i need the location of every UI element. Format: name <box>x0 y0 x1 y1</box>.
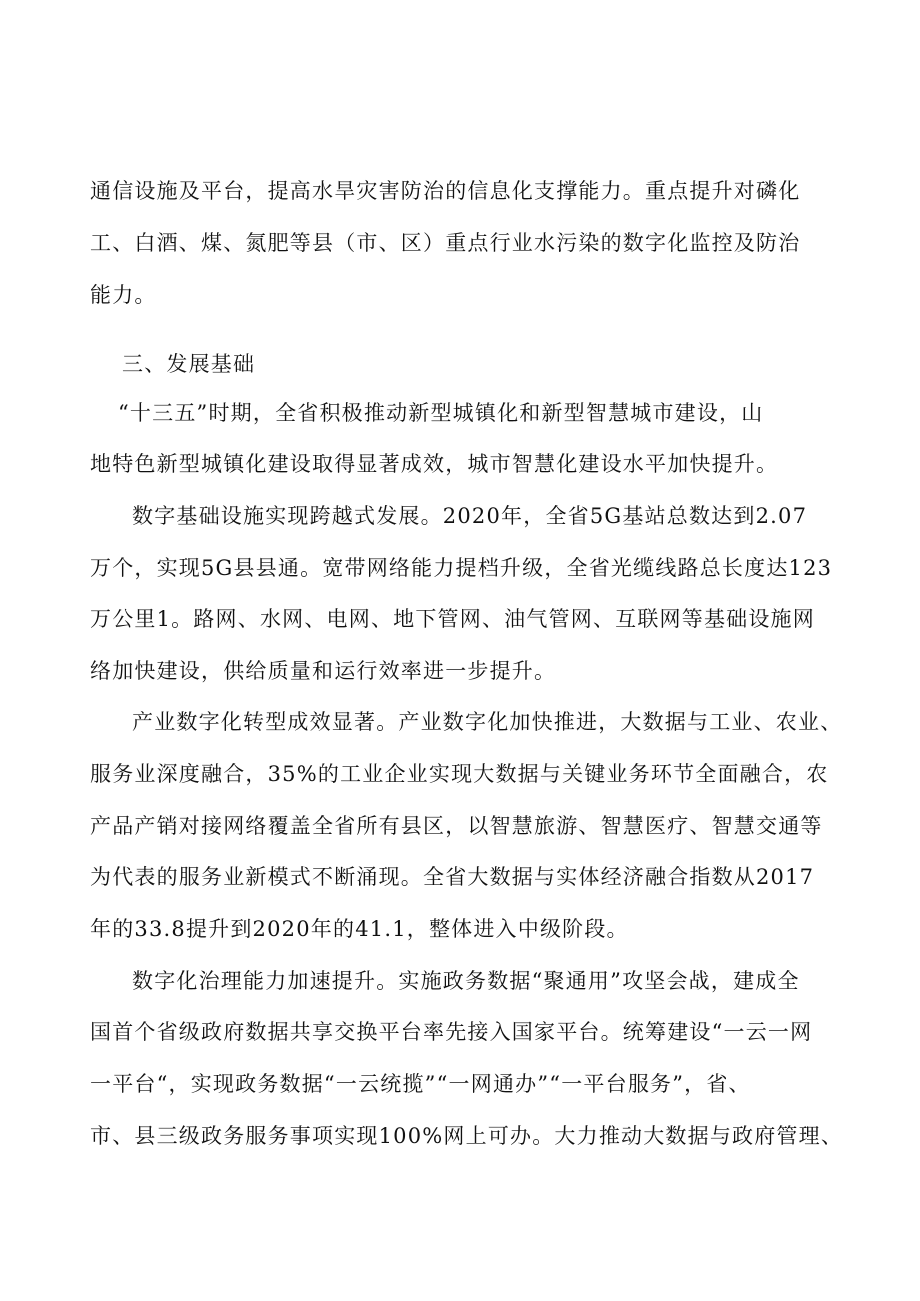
text-line: 为代表的服务业新模式不断涌现。全省大数据与实体经济融合指数从2017 <box>90 865 815 889</box>
text-line: 数字化治理能力加速提升。实施政务数据“聚通用”攻坚会战，建成全 <box>132 969 800 993</box>
text-line: 工、白酒、煤、氮肥等县（市、区）重点行业水污染的数字化监控及防治 <box>90 231 801 255</box>
text-line: 能力。 <box>90 283 157 307</box>
text-line: 产品产销对接网络覆盖全省所有县区，以智慧旅游、智慧医疗、智慧交通等 <box>90 814 823 838</box>
text-line: 国首个省级政府数据共享交换平台率先接入国家平台。统筹建设“一云一网 <box>90 1020 813 1044</box>
text-line: 万个，实现5G县县通。宽带网络能力提档升级，全省光缆线路总长度达123 <box>90 556 833 580</box>
text-line: 通信设施及平台，提高水旱灾害防治的信息化支撑能力。重点提升对磷化 <box>90 179 801 203</box>
section-heading: 三、发展基础 <box>122 352 256 376</box>
text-line: 数字基础设施实现跨越式发展。2020年，全省5G基站总数达到2.07 <box>132 504 808 528</box>
text-line: 万公里1。路网、水网、电网、地下管网、油气管网、互联网等基础设施网 <box>90 607 815 631</box>
text-line: 市、县三级政务服务事项实现100%网上可办。大力推动大数据与政府管理、 <box>90 1124 844 1148</box>
text-line: 服务业深度融合，35%的工业企业实现大数据与关键业务环节全面融合，农 <box>90 762 829 786</box>
text-line: 产业数字化转型成效显著。产业数字化加快推进，大数据与工业、农业、 <box>132 710 843 734</box>
text-line: 一平台“，实现政务数据“一云统揽”“一网通办”“一平台服务”，省、 <box>90 1072 751 1096</box>
text-line: “十三五”时期，全省积极推动新型城镇化和新型智慧城市建设，山 <box>118 401 764 425</box>
text-line: 络加快建设，供给质量和运行效率进一步提升。 <box>90 659 557 683</box>
text-line: 年的33.8提升到2020年的41.1，整体进入中级阶段。 <box>90 917 629 941</box>
text-line: 地特色新型城镇化建设取得显著成效，城市智慧化建设水平加快提升。 <box>90 452 779 476</box>
